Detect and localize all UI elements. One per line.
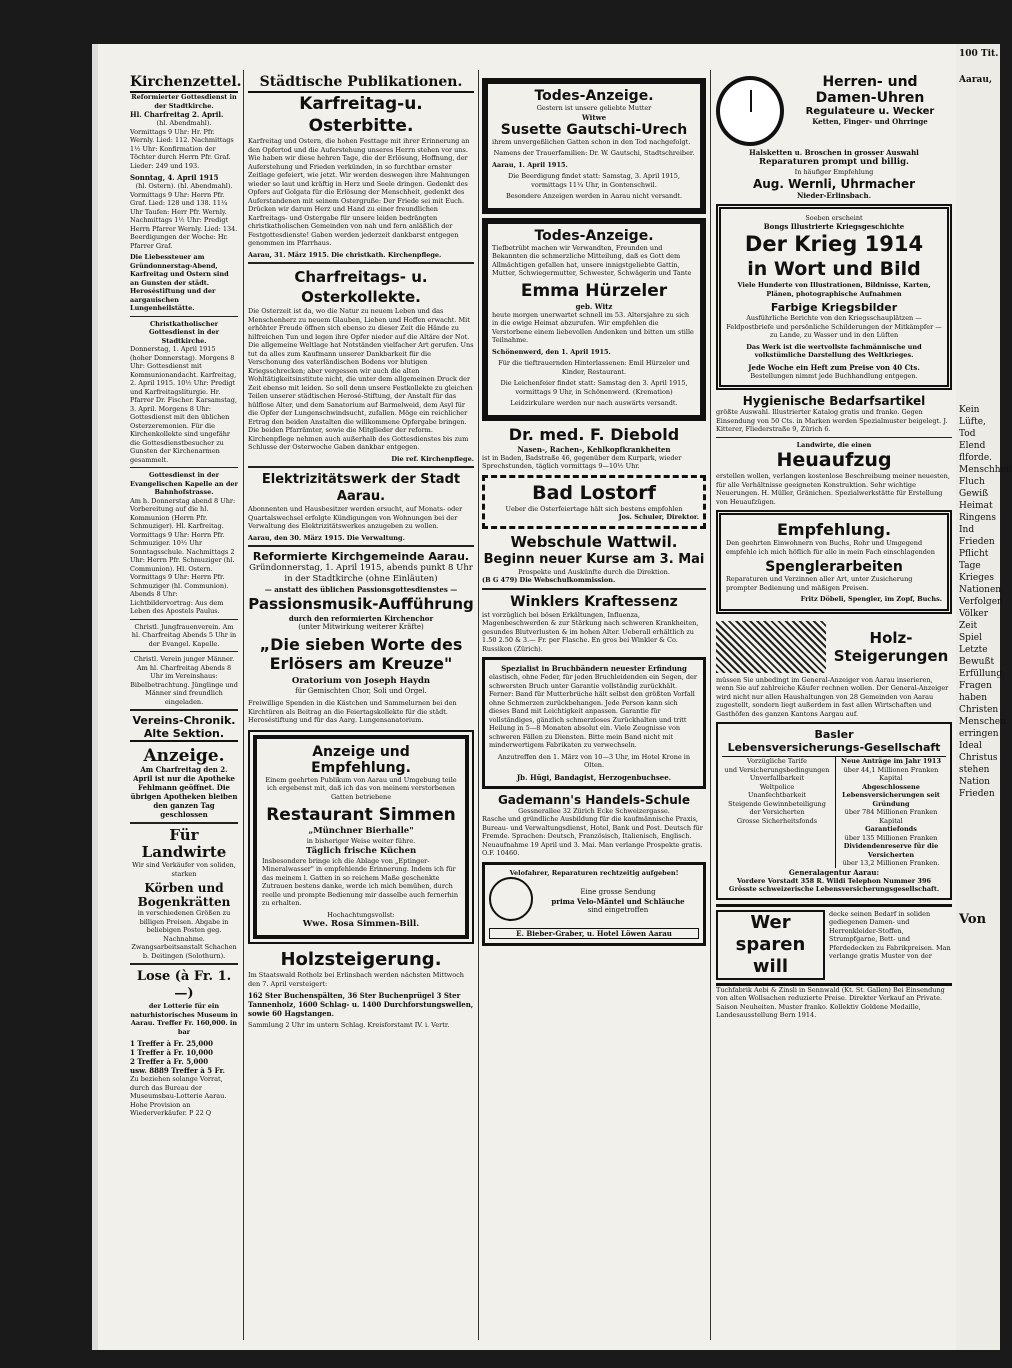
basler-stat: über 784 Millionen Franken Kapital [844, 808, 938, 825]
koerben-text: in verschiedenen Größen zu billigen Preisen. Abgabe in beliebigen Posten geg. Nachnahme. Zwangsarbeitsanstalt Schachen b. Deitingen (Solothurn). [131, 909, 237, 960]
strip-line: Ind [959, 525, 975, 535]
diebold-text: ist in Baden, Badstraße 46, gegenüber dem Kurpark, wieder Sprechstunden, täglich vormittags 9—10½ Uhr. [482, 453, 682, 470]
ostern-text: Vormittags 9 Uhr: Herrn Pfr. Graf. Lied: 128 und 138. 11¼ Uhr Taufen: Herr Pfr. Wernly. Nachmittags 1½ Uhr: Predigt Herrn Pfarrer Wernly. Lied: 134. Beerdigungen der Woche: Hr. Pfarrer Graf. [130, 190, 238, 250]
basler-ad [716, 722, 952, 900]
anzeige-text: Am Charfreitag den 2. April ist nur die Apotheke Fehlmann geöffnet. Die übrigen Apotheken bleiben den ganzen Tag geschlossen [130, 765, 238, 819]
tod2-geb: geb. Witz [575, 301, 613, 311]
winkler-head: Winklers Kraftessenz [510, 593, 678, 610]
diebold-sub: Nasen-, Rachen-, Kehlkopfkrankheiten [517, 444, 671, 454]
holz2-head-1: Holz- [869, 628, 913, 647]
holz2-head-2: Steigerungen [833, 646, 949, 665]
lose-list-item: 2 Treffer à Fr. 5,000 [130, 1057, 209, 1066]
anz-sig-2: Wwe. Rosa Simmen-Bill. [302, 919, 420, 929]
tod2-text-2: heute morgen unerwartet schnell im 53. Altersjahre zu sich in die ewige Heimat abzurufen. Wir empfehlen die Verstorbene einem liebevollen Andenken und bitten um stille Teilnahme. [492, 310, 694, 344]
anz-sig-1: Hochachtungsvollst: [327, 910, 395, 919]
basler-feature: Grosse Sicherheitsfonds [736, 816, 818, 825]
alte-sektion: Alte Sektion. [130, 727, 238, 742]
basler-feature: Unanfechtbarkeit [747, 791, 807, 799]
divider [130, 316, 238, 317]
holz-bold: 162 Ster Buchenspälten, 36 Ster Buchenprügel 3 Ster Tannenholz, 1600 Schlag- u. 1400 Durchforstungswellen, sowie 60 Hagstangen. [248, 991, 474, 1018]
tod1-head: Todes-Anzeige. [534, 88, 654, 104]
lose-foot: Zu beziehen solange Vorrat, durch das Bureau der Museumsbau-Lotterie Aarau. Hohe Provision an Wiederverkäufer. P 22 Q [130, 1075, 227, 1117]
velo-ad [482, 862, 706, 947]
strip-line: haben [959, 693, 988, 703]
krieg-head-2: in Wort und Bild [747, 258, 921, 280]
heu-head: Heuaufzug [776, 449, 892, 471]
strip-line: Elend [959, 441, 986, 451]
column-rule [243, 70, 244, 1340]
strip-line: Tod [959, 429, 976, 439]
heu-text: erstellen wollen, verlangen kostenlose Beschreibung meiner neuesten, für alle Verhältnisse geeigneten Konstruktion. Sehr wichtige Neuerungen. H. Müller, Gränichen. Spezialwerkstätte für Erstellung von Heuaufzügen. [716, 472, 950, 506]
strip-line: erringen [959, 729, 999, 739]
reform-head: Reformierte Kirchgemeinde Aarau. [252, 550, 470, 563]
velo-text-1: Eine grosse Sendung [580, 887, 656, 896]
divider [130, 709, 238, 711]
todesanzeige-gautschi [482, 78, 706, 214]
uhren-line-5: Halsketten u. Broschen in grosser Auswahl [749, 148, 919, 157]
krieg-pre: Soeben erscheint [805, 213, 863, 222]
bruch-text: elastisch, ohne Feder, für jeden Bruchleidenden ein Segen, der schwersten Bruch unter Garantie vollständig zurückhält. Ferner: Band für Mutterbrüche hält selbst den größten Vorfall ohne Schmerzen zurückbehangen. Jede Person kann sich dieses Band mit Leichtigkeit anpassen. Garantie für vollständiges, gänzlich schmerzloses Zurückhalten und tritt Heilung in 5—8 Monaten absolut ein. Viele Zeugnisse von schweren Fällen zu Diensten. Bitte mein Band nicht mit minderwertigem Fabrikaten zu verwechseln. [489, 673, 698, 749]
charfreitag-text: Vormittags 9 Uhr: Hr. Pfr. Wernly. Lied: 112. Nachmittags 1½ Uhr: Konfirmation der Töchter durch Herrn Pfr. Graf. Lieder: 249 und 193. [130, 127, 234, 170]
tod2-foot: Leidzirkulare werden nur nach auswärts versandt. [510, 399, 678, 407]
kollekte-sig: Die ref. Kirchenpflege. [391, 454, 474, 463]
passion-sub-1: durch den reformierten Kirchenchor [288, 614, 434, 623]
uhren-line-6: Reparaturen prompt und billig. [759, 157, 909, 167]
krieg-farb: Farbige Kriegsbilder [770, 301, 898, 314]
spar-foot: Tuchfabrik Aebi & Zinsli in Sennwald (Kt. St. Gallen) Bei Einsendung von alten Wollsachen reduzierte Preise. Direkter Verkauf an Private. Saison Neuheiten. Muster franko. Kollektiv Goldene Medaille, Landesausstellung Bern 1914. [716, 985, 945, 1019]
web-head: Webschule Wattwil. [510, 532, 678, 551]
kapelle-head: Gottesdienst in der Evangelischen Kapelle an der Bahnhofstrasse. [130, 471, 238, 496]
tod1-beerd: Die Beerdigung findet statt: Samstag, 3. April 1915, vormittags 11¼ Uhr, in Gontenschwil. [508, 172, 680, 189]
strip-line: Von [959, 912, 987, 927]
basler-head-1: Basler [814, 728, 854, 741]
anz-text: Einem geehrten Publikum von Aarau und Umgebung teile ich ergebenst mit, daß ich das von meinem verstorbenen Gatten betriebene [265, 775, 457, 801]
karfreitag-head: Karfreitag-u. Osterbitte. [299, 94, 423, 136]
gademann-addr: Gessnerallee 32 Zürich Ecke Schweizergasse. [518, 806, 670, 815]
reform-text-1: Gründonnerstag, 1. April 1915, abends punkt 8 Uhr [249, 563, 473, 573]
lostorf-head: Bad Lostorf [532, 481, 656, 504]
vereins-chronik: Vereins-Chronik. [132, 714, 236, 727]
lose-list-item: 1 Treffer à Fr. 25,000 [130, 1039, 214, 1048]
kollekte-head: Charfreitags- u. Osterkollekte. [294, 268, 428, 306]
strip-line: Lüfte, [959, 417, 986, 427]
reform-text-3: — anstatt des üblichen Passionsgottesdienstes — [264, 585, 458, 594]
basler-foot: Grösste schweizerische Lebensversicherungsgesellschaft. [728, 885, 940, 893]
koerben-head: Körben und Bogenkrätten [137, 881, 231, 909]
krieg-text-2: Ausführliche Berichte von den Kriegsschauplätzen — Feldpostbriefe und persönliche Schilderungen der Mitkämpfer — zu Lande, zu Wasser und in den Lüften [726, 314, 942, 339]
strip-line: stehen [959, 765, 990, 775]
divider [130, 619, 238, 620]
landwirte-text: Wir sind Verkäufer von soliden, starken [132, 861, 236, 878]
strip-line: Aarau, [959, 75, 993, 85]
uhren-line-3: Regulateure u. Wecker [805, 106, 935, 117]
strip-line: Kein [959, 405, 980, 415]
spengler-ad [716, 510, 952, 614]
strip-line: Völker [959, 609, 989, 619]
divider [248, 545, 474, 547]
empf-head: Empfehlung. [776, 520, 892, 539]
column-anzeigen [482, 74, 706, 950]
kirchenzettel-title: Kirchenzettel. [130, 74, 238, 93]
strip-line: Pflicht [959, 549, 989, 559]
krieg-head-1: Der Krieg 1914 [744, 232, 924, 256]
tod2-beerd: Die Leichenfeier findet statt: Samstag den 3. April 1915, vormittags 9 Uhr, in Schönenwerd. (Kremation) [500, 379, 688, 396]
elek-sig: Aarau, den 30. März 1915. Die Verwaltung. [248, 533, 405, 542]
uhren-name: Aug. Wernli, Uhrmacher [752, 176, 916, 191]
anz-text-2: Insbesondere bringe ich die Ablage von „Eptinger-Mineralwasser" in empfehlende Erinnerung. Indem ich für das meinem l. Gatten in so reichem Maße geschenkte Zutrauen bestens danke, werde ich mich bemühen, durch reelle und prompte Bedienung mir dasselbe auch fernerhin zu erhalten. [262, 856, 459, 907]
woodcutting-illustration [716, 621, 826, 673]
divider [248, 262, 474, 264]
bierhalle-sub: in bisheriger Weise weiter führe. [306, 837, 416, 845]
tod2-head: Todes-Anzeige. [534, 227, 654, 244]
divider [130, 822, 238, 824]
tuchfabrik-ad [716, 904, 952, 986]
velo-head: Velofahrer, Reparaturen rechtzeitig aufgeben! [509, 868, 679, 877]
strip-line: Christus [959, 753, 998, 763]
gademann-head: Gademann's Handels-Schule [497, 792, 691, 807]
anz-head: Anzeige und Empfehlung. [311, 743, 411, 776]
empf-text-2: Reparaturen und Verzinnen aller Art, unter Zusicherung prompter Bedienung und mäßigen Preisen. [726, 575, 913, 592]
column-publikationen [248, 74, 474, 1033]
krieg-ad [716, 204, 952, 391]
bierhalle: „Münchner Bierhalle" [308, 826, 414, 836]
christkath-head: Christkatholischer Gottesdienst in der Stadtkirche. [148, 319, 220, 345]
oratorium: Oratorium von Joseph Haydn [291, 676, 431, 686]
basler-stat: Dividendenreserve für die Versicherten [843, 842, 939, 859]
spengler-head: Spenglerarbeiten [765, 559, 903, 575]
strip-line: Heimat [959, 501, 993, 511]
kollekte-text: Die Osterzeit ist da, wo die Natur zu neuem Leben und das Menschenherz zu neuem Glauben, Lieben und Hoffen erwacht. Mit erhöhter Freude öffnen sich ebenso zu dieser Zeit die Hände zu hilfreichen Tun und legen ihre Opfer nieder auf die Altäre der Not. Die allgemeine Weltlage hat Notständen vielfacher Art gerufen. Uns tut da alles zum Kaufmann unserer Dankbarkeit für die Verschonung des vaterländischen Bodens vor blutigen Kriegsschrecken; aber vergessen wir auch die alten Wohltätigkeitsinstitute nicht, die unter dem allgemeinen Druck der Zeit ebenso mit leiden. So soll denn unsere Festkollekte zu gleichen Teilen unserer städtischen Herosé-Stiftung, der Anstalt für das hülflose Alter, und dem Sanatorium auf Barmelweid, dem Asyl für die Opfer der Lungenschwindsucht, zufallen. Möge ein reichlicher Ertrag den beiden Anstalten die willkommene Opfergabe bringen. Die beiden Pfarrämter, sowie die Mitglieder der reform. Kirchenpflege nehmen auch außerhalb des Gottesdienstes bis zum Schlusse der Osterwoche Gaben dankbar entgegen. [248, 307, 474, 451]
reform-text-2: in der Stadtkirche (ohne Einläuten) [284, 574, 438, 584]
strip-line: Ideal [959, 741, 982, 751]
strip-line: Krieges [959, 573, 994, 583]
basler-stat: über 135 Millionen Franken [844, 833, 938, 842]
kuechen: Täglich frische Küchen [305, 845, 417, 856]
holz-text: Im Staatswald Rotholz bei Erlinsbach werden nächsten Mittwoch den 7. April versteigert: [248, 971, 464, 988]
basler-feature: Weltpolice [759, 782, 795, 791]
publikationen-title: Städtische Publikationen. [248, 74, 474, 93]
ref-head: Reformierter Gottesdienst in der Stadtkirche. [131, 93, 237, 110]
hyg-head: Hygienische Bedarfsartikel [742, 394, 926, 408]
strip-line: Verfolgen [959, 597, 1003, 607]
lose-list-item: usw. 8889 Treffer à 5 Fr. [130, 1066, 225, 1075]
lose-head: Lose (à Fr. 1.—) [136, 969, 232, 1001]
heu-pre: Landwirte, die einen [796, 440, 872, 449]
tod1-text-2: ihrem unvergeßlichen Gatten schon in den Tod nachgefolgt. [492, 137, 691, 146]
basler-feature: und Versicherungsbedingungen [724, 765, 830, 774]
ostern-sub: (hl. Ostern). (hl. Abendmahl). [135, 182, 233, 190]
basler-feature: Unverfallbarkeit [749, 774, 805, 782]
tod1-name: Susette Gautschi-Urech [500, 121, 688, 138]
uhren-line-7: In häufiger Empfehlung [794, 168, 874, 176]
maenner-notice: Christl. Verein junger Männer. Am hl. Charfreitag Abends 8 Uhr im Vereinshaus: Bibelbetrachtung. Jünglinge und Männer sind freundlich eingeladen. [130, 655, 238, 706]
strip-line: Fragen [959, 681, 992, 691]
karfreitag-sig: Aarau, 31. März 1915. Die christkath. Kirchenpflege. [248, 250, 442, 259]
lostorf-sig: Jos. Schuler, Direktor. [618, 513, 699, 521]
gademann-text: Rasche und gründliche Ausbildung für die kaufmännische Praxis, Bureau- und Verwaltungsdienst, Hotel, Bank und Post. Deutsch für Fremde. Sprachen: Deutsch, Französisch, Italienisch, Englisch. Neuaufnahme 19 April und 3. Mai. Man verlange Prospekte gratis. O.F. 10460. [482, 815, 703, 857]
basler-addr: Vordere Vorstadt 358 R. Wildi Telephon Nummer 396 [736, 876, 931, 885]
charfreitag-sub: (hl. Abendmahl). [156, 119, 212, 127]
basler-stat: Garantiefonds [865, 825, 917, 833]
web-sub: Beginn neuer Kurse am 3. Mai [483, 551, 705, 567]
strip-line: Tage [959, 561, 981, 571]
bruch-foot: Anzutreffen den 1. März von 10—3 Uhr, im Hotel Krone in Olten. [497, 752, 691, 769]
basler-stat: Abgeschlossene Lebensversicherungen seit Gründung [842, 782, 940, 808]
christkath-text: Donnerstag, 1. April 1915 (hoher Donnerstag). Morgens 8 Uhr: Gottesdienst mit Kommunionandacht. Karfreitag, 2. April 1915. 10½ Uhr: Predigt und Karfreitagsliturgie. Hr. Pfarrer Dr. Fischer. Karsamstag, 3. April. Morgens 8 Uhr: Gottesdienst mit den üblichen Osterzeremonien. Für die Kirchenkollekte sind ungefähr die Gottesdienstbesucher zu Gunsten der Kirchenarmen gesammelt. [130, 345, 238, 464]
tod1-fam: Namens der Trauerfamilien: Dr. W. Gautschi, Stadtschreiber. [493, 149, 695, 157]
strip-line: Frieden [959, 537, 995, 547]
todesanzeige-huerzeler [482, 218, 706, 421]
basler-stat: über 13,2 Millionen Franken. [842, 859, 940, 867]
strip-line: Nationen [959, 585, 1002, 595]
krieg-preis: Jede Woche ein Heft zum Preise von 40 Cts. [748, 362, 920, 372]
divider [482, 588, 706, 590]
uhren-line-1: Herren- und [822, 74, 918, 90]
spenden-text: Freiwillige Spenden in die Kästchen und Sammelurnen bei den Kirchtüren als Beitrag an die Feiertagskollekte für die städt. Heroséstiftung und für das Aarg. Lungensanatorium. [248, 699, 457, 724]
basler-stat: über 44,1 Millionen Franken Kapital [843, 765, 939, 782]
velo-sig: E. Bieber-Graber, u. Hotel Löwen Aarau [489, 928, 699, 939]
oratorium-sub: für Gemischten Chor, Soli und Orgel. [295, 687, 427, 695]
strip-line: Frieden [959, 789, 995, 799]
strip-line: Erfüllung [959, 669, 1003, 679]
bruch-head: Spezialist in Bruchbändern neuester Erfindung [501, 664, 687, 673]
tod1-witwe: Witwe [581, 112, 607, 122]
passion-sub-2: (unter Mitwirkung weiterer Kräfte) [298, 623, 424, 631]
velo-text-2: prima Velo-Mäntel und Schläuche [551, 896, 685, 906]
strip-line: flforde. [959, 453, 993, 463]
krieg-text-3: Das Werk ist die wertvollste fachmännische und volkstümliche Darstellung des Weltkrieges. [746, 342, 922, 359]
tod2-fam: Für die tieftrauernden Hinterlassenen: Emil Hürzeler und Kinder, Restaurant. [498, 359, 690, 376]
strip-line: Fluch [959, 477, 985, 487]
empf-text: Den geehrten Einwohnern von Buchs, Rohr und Umgegend empfehle ich mich höflich für alle in mein Fach einschlagenden [726, 539, 935, 556]
tod1-foot: Besondere Anzeigen werden in Aarau nicht versandt. [505, 192, 683, 200]
diebold-head: Dr. med. F. Diebold [508, 424, 680, 444]
pocket-watch-icon [716, 76, 784, 146]
holz-steigerungen-ad [716, 618, 952, 676]
restaurant-name: Restaurant Simmen [266, 805, 456, 825]
basler-head-2: Lebensversicherungs-Gesellschaft [727, 741, 941, 754]
anzeige-head: Anzeige. [143, 746, 225, 766]
liebessteuer: Die Liebessteuer am Gründonnerstag-Abend, Karfreitag und Ostern sind an Gunsten der städt. Heroséstiftung und der aargauischen Lungenheilstätte. [130, 253, 229, 312]
lose-list-item: 1 Treffer à Fr. 10,000 [130, 1048, 214, 1057]
strip-line: Christen [959, 705, 999, 715]
holz-head: Holzsteigerung. [280, 949, 442, 970]
tod2-text: Tiefbetrübt machen wir Verwandten, Freunden und Bekannten die schmerzliche Mitteilung, daß es Gott dem Allmächtigen gefallen hat, unsere innigstgeliebte Gattin, Mutter, Schwiegermutter, Schwester, Schwägerin und Tante [492, 243, 692, 277]
holz-sig: Sammlung 2 Uhr im untern Schlag. Kreisforstamt IV. i. Vertr. [248, 1021, 450, 1029]
divider [716, 437, 952, 438]
basler-feature: Vorzügliche Tarife [747, 757, 807, 765]
strip-line: 100 Tit. [959, 49, 999, 59]
divider [130, 651, 238, 652]
uhren-ort: Nieder-Erlinsbach. [796, 190, 872, 200]
tod2-date: Schönenwerd, den 1. April 1915. [492, 347, 611, 356]
divider [130, 963, 238, 965]
bruch-sig: Jb. Hügi, Bandagist, Herzogenbuchsee. [516, 772, 672, 782]
column-kirchenzettel [130, 74, 242, 1121]
adjacent-page-strip [956, 44, 1012, 1350]
strip-line: Zeit [959, 621, 978, 631]
newspaper-page [98, 44, 956, 1350]
landwirte-head: Für Landwirte [141, 826, 227, 861]
lostorf-text: Ueber die Osterfeiertage hält sich bestens empfohlen [505, 504, 683, 513]
kapelle-text: Am h. Donnerstag abend 8 Uhr: Vorbereitung auf die hl. Kommunion (Herrn Pfr. Schmuziger). Hl. Karfreitag. Vormittags 9 Uhr: Herrn Pfr. Schmuziger. 10½ Uhr Sonntagsschule. Nachmittags 2 Uhr: Herrn Pfr. Schmuziger (hl. Communion). Hl. Ostern. Vormittags 9 Uhr: Herrn Pfr. Schmuziger (hl. Communion). Abends 8 Uhr: Lichtbildervortrag: Aus dem Leben des Apostels Paulus. [130, 496, 236, 615]
tod1-text: Gestern ist unsere geliebte Mutter [536, 104, 652, 112]
spar-head: Wer sparen will [716, 910, 825, 980]
column-rule [478, 70, 479, 1340]
restaurant-ad [253, 735, 469, 940]
passion-head: Passionsmusik-Aufführung [248, 595, 474, 613]
strip-line: Ringens [959, 513, 996, 523]
uhren-line-2: Damen-Uhren [815, 90, 925, 106]
web-text: Prospekte und Auskünfte durch die Direktion. [518, 567, 670, 576]
spar-text: decke seinen Bedarf in soliden gediegenen Damen- und Herrenkleider-Stoffen, Strumpfgarne, Bett- und Pferdedecken zu Fabrikpreisen. Man verlange gratis Muster von der [829, 909, 951, 960]
strip-line: Bewußt [959, 657, 995, 667]
lose-text: der Lotterie für ein naturhistorisches Museum in Aarau. Treffer Fr. 160,000. in bar [130, 1002, 238, 1036]
elek-text: Abonnenten und Hausbesitzer werden ersucht, auf Monats- oder Quartalswechsel erfolgte Kündigungen von Wohnungen bei der Verwaltung des Elektrizitätswerkes anzugeben zu wollen. [248, 505, 463, 530]
lostorf-ad [482, 475, 706, 529]
krieg-text: Viele Hunderte von Illustrationen, Bildnisse, Karten, Plänen, photographische Aufnahmen [737, 281, 931, 298]
strip-line: Spiel [959, 633, 983, 643]
strip-line: Nation [959, 777, 990, 787]
column-rule [710, 70, 711, 1340]
charfreitag-head: Hl. Charfreitag 2. April. [130, 110, 224, 119]
winkler-text: ist vorzüglich bei bösen Erkältungen, Influenza, Magenbeschwerden & zur Stärkung nach schweren Krankheiten, gesundes Blutverlusten & im hohen Alter. Ueberall erhältlich zu 1.50 2.50 & 3.— Fr. per Flasche. En gros bei Winkler & Co. Russikon (Zürich). [482, 610, 699, 653]
krieg-sub: Bongs Illustrierte Kriegsgeschichte [763, 222, 905, 231]
worte-head: „Die sieben Worte des Erlösers am Kreuze" [259, 635, 463, 673]
uhren-line-4: Ketten, Finger- und Ohrringe [812, 117, 928, 126]
strip-line: Letzte [959, 645, 988, 655]
elek-head: Elektrizitätswerk der Stadt Aarau. [261, 472, 461, 504]
tod1-date: Aarau, 1. April 1915. [492, 160, 568, 169]
basler-agent: Generalagentur Aarau: [788, 867, 880, 877]
basler-feature: Steigende Gewinnbeteiligung der Versicherten [728, 799, 826, 816]
krieg-foot: Bestellungen nimmt jede Buchhandlung entgegen. [750, 371, 918, 380]
strip-line: Gewiß [959, 489, 989, 499]
web-sig: (B G 479) Die Webschulkommission. [482, 576, 616, 584]
column-inserate [716, 74, 952, 1023]
hyg-text: größte Auswahl. Illustrierter Katalog gratis und franko. Gegen Einsendung von 50 Cts. in Marken werden Spezialmuster beigelegt. J. Kitterer, Fliederstraße 9, Zürich 6. [716, 408, 948, 433]
karfreitag-text: Karfreitag und Ostern, die hohen Festtage mit ihrer Erinnerung an den Opfertod und die Auferstehung unseres Herrn stehen vor uns. Wie haben wir diese hehren Tage, die der Erlösung, Hoffnung, der Auferstehung und Frieden verkünden, in so furchtbar ernster Zeitlage gefeiert, wie jetzt. Wir werden deswegen ihre Mahnungen wieder so laut und kräftig in Herz und Seele dringen. Gedenkt des Opfers auf Golgata für die Erlösung der Menschheit, gedenkt des Auferstandenen mit seinem Ostergruße: Der Friede sei mit Euch. Drücken wir darum Herz und Hand zu einer freundlichen Karfreitags- und Ostergabe für unsere leiden bedrängten christkatholischen Gemeinden von nah und fern anläßlich der Festgottesdienste! Gaben werden jederzeit dankbarst entgegen genommen im Pfarrhaus. [248, 137, 470, 247]
bruch-ad [482, 657, 706, 789]
holz2-text: müssen Sie unbedingt im General-Anzeiger von Aarau inserieren, wenn Sie auf zahlreiche Käufer rechnen wollen. Der General-Anzeiger wird nicht nur allen Haushaltungen von 28 Gemeinden von Aarau zugestellt, sondern liegt außerdem in fast allen Wirtschaften und Gasthöfen des ganzen Kantons Aargau auf. [716, 675, 949, 718]
velo-text-3: sind eingetroffen [587, 905, 649, 914]
uhren-ad [716, 74, 952, 148]
strip-line: Menschheit [959, 465, 1012, 475]
jungfrauen-notice: Christl. Jungfrauenverein. Am hl. Charfreitag Abends 5 Uhr in der Evangel. Kapelle. [131, 622, 237, 648]
strip-line: Menschen [959, 717, 1006, 727]
divider [130, 467, 238, 468]
tod2-name: Emma Hürzeler [520, 280, 668, 301]
ostern-head: Sonntag, 4. April 1915 [130, 173, 219, 182]
empf-sig: Fritz Döbeli, Spengler, im Zopf, Buchs. [800, 595, 942, 603]
bicycle-icon [489, 877, 533, 925]
divider [248, 466, 474, 468]
basler-stat: Neue Anträge im Jahr 1913 [841, 757, 941, 765]
